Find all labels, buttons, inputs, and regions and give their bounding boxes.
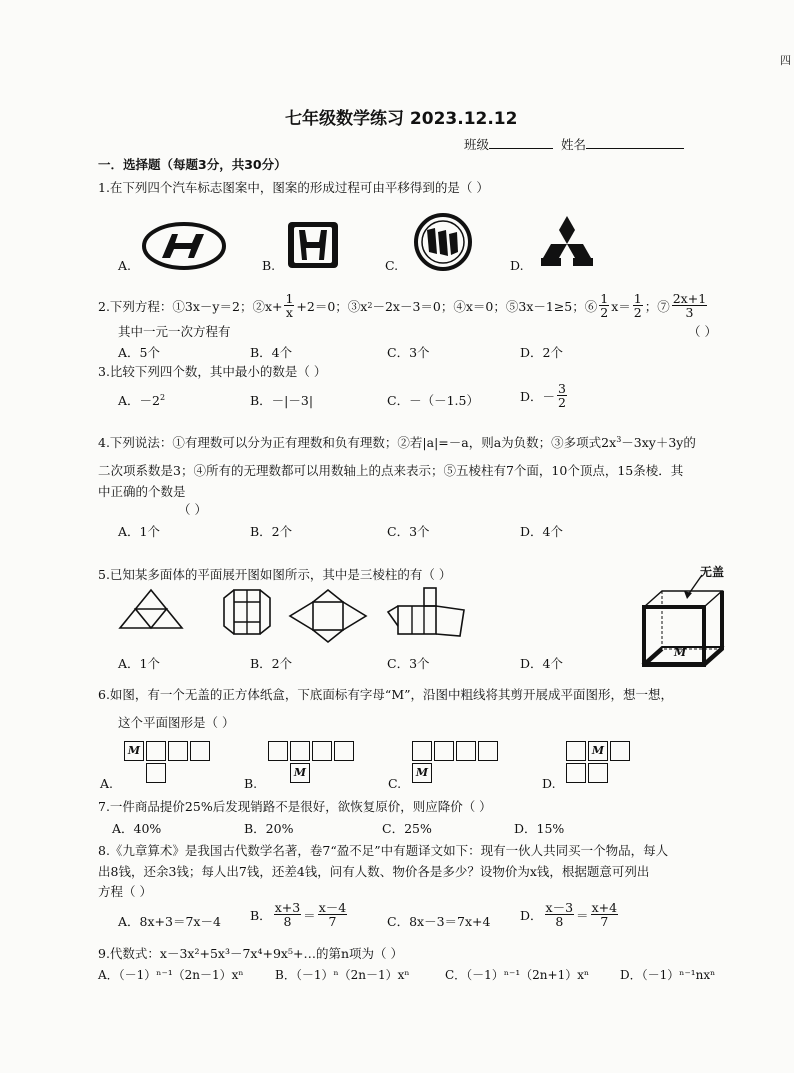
q4-blank: （ ） bbox=[178, 502, 207, 517]
q7-option-a: A．40% bbox=[112, 821, 162, 836]
q2-f2-den: 2 bbox=[600, 305, 609, 321]
q7-stem: 7.一件商品提价25%后发现销路不是很好，欲恢复原价，则应降价（ ） bbox=[98, 799, 492, 814]
q4-option-d: D．4个 bbox=[520, 524, 563, 539]
q3-d-den: 2 bbox=[558, 395, 566, 411]
q2-option-b: B．4个 bbox=[250, 345, 293, 360]
q4-sup: 3 bbox=[616, 434, 622, 444]
page-title: 七年级数学练习 2023.12.12 bbox=[285, 109, 518, 129]
q2-option-a: A．5个 bbox=[118, 345, 160, 360]
q2-fraction-4 bbox=[672, 292, 707, 319]
q6-line1: 6.如图，有一个无盖的正方体纸盒，下底面标有字母“M”，沿图中粗线将其剪开展成平面图形，想一想， bbox=[98, 687, 674, 702]
q2-sup: 2 bbox=[367, 301, 373, 311]
q2-part-1: 2.下列方程：①3x－y＝2；②x+ bbox=[98, 298, 283, 314]
q3-d-fraction bbox=[557, 382, 567, 409]
q2-part-5: ；⑦ bbox=[644, 298, 670, 314]
q3-a-text: A．－2 bbox=[118, 393, 160, 408]
q2-part-2: +2＝0；③x bbox=[296, 298, 368, 314]
q8-b-frac1 bbox=[274, 901, 301, 928]
q6-option-b: B. bbox=[244, 776, 258, 791]
net-c-cell-m: M bbox=[412, 763, 432, 783]
q2-stem bbox=[98, 292, 709, 319]
q2-f1-num: 1 bbox=[285, 291, 294, 306]
q8-b-f1d: 8 bbox=[283, 914, 292, 930]
buick-logo-icon bbox=[413, 212, 473, 272]
net-c-cell bbox=[412, 741, 432, 761]
q9-option-a: A．（－1）ⁿ⁻¹（2n－1）xⁿ bbox=[98, 968, 244, 982]
q2-fraction-2 bbox=[599, 292, 609, 319]
q2-option-c: C．3个 bbox=[387, 345, 430, 360]
q2-fraction-3 bbox=[633, 292, 643, 319]
mitsubishi-logo-icon bbox=[537, 214, 597, 268]
net-a-cell bbox=[146, 763, 166, 783]
q9-option-b: B．（－1）ⁿ（2n－1）xⁿ bbox=[275, 968, 410, 982]
q8-b-f2n: x－4 bbox=[318, 900, 347, 915]
net-a-cell bbox=[168, 741, 188, 761]
q8-d-label: D． bbox=[520, 907, 543, 923]
class-blank bbox=[489, 135, 553, 149]
q6-option-c: C. bbox=[388, 776, 402, 791]
q9-option-c: C．（－1）ⁿ⁻¹（2n+1）xⁿ bbox=[445, 968, 590, 982]
q7-option-d: D．15% bbox=[514, 821, 565, 836]
q8-line2: 出8钱，还余3钱；每人出7钱，还差4钱，问有人数、物价各是多少？设物价为x钱，根据题意可列出 bbox=[98, 864, 650, 879]
q2-fraction-1 bbox=[284, 292, 294, 319]
q8-d-f2d: 7 bbox=[600, 914, 609, 930]
net-a-cell bbox=[190, 741, 210, 761]
q2-blank: （ ） bbox=[688, 324, 717, 339]
q1-option-c: C. bbox=[385, 258, 399, 273]
q3-option-b: B．－|－3| bbox=[250, 393, 314, 408]
net-b-cell bbox=[290, 741, 310, 761]
net-d-cell bbox=[588, 763, 608, 783]
q3-stem: 3.比较下列四个数，其中最小的数是（ ） bbox=[98, 364, 327, 379]
net-a-cell bbox=[146, 741, 166, 761]
q6-option-d: D. bbox=[542, 776, 556, 791]
q4-line1a: 4.下列说法：①有理数可以分为正有理数和负有理数；②若|a|=－a，则a为负数；③多项式2x bbox=[98, 435, 617, 450]
q3-d-text: D．－ bbox=[520, 388, 556, 404]
q8-d-eq: ＝ bbox=[576, 907, 589, 923]
q2-f3-num: 1 bbox=[633, 291, 642, 306]
q5-option-d: D．4个 bbox=[520, 656, 563, 671]
q6-option-a: A. bbox=[100, 776, 114, 791]
net-prism-icon bbox=[222, 588, 272, 638]
q2-f2-num: 1 bbox=[600, 291, 609, 306]
q9-option-d: D．（－1）ⁿ⁻¹nxⁿ bbox=[620, 968, 716, 982]
q4-option-a: A．1个 bbox=[118, 524, 160, 539]
net-b-cell bbox=[268, 741, 288, 761]
q1-stem: 1.在下列四个汽车标志图案中，图案的形成过程可由平移得到的是（ ） bbox=[98, 180, 489, 195]
class-name-line bbox=[464, 135, 684, 153]
q5-stem: 5.已知某多面体的平面展开图如图所示，其中是三棱柱的有（ ） bbox=[98, 567, 452, 582]
q8-option-d bbox=[520, 901, 620, 928]
q2-f3-den: 2 bbox=[633, 305, 642, 321]
q2-f4-num: 2x+1 bbox=[672, 291, 707, 306]
q4-line1 bbox=[98, 433, 696, 451]
net-b-cell-m: M bbox=[290, 763, 310, 783]
q5-box-label: 无盖 bbox=[700, 565, 725, 579]
q4-line1b: －3xy＋3y的 bbox=[621, 435, 696, 450]
q5-option-a: A．1个 bbox=[118, 656, 160, 671]
q8-b-f2d: 7 bbox=[328, 914, 337, 930]
q2-part-3: －2x－3＝0；④x＝0；⑤3x－1≥5；⑥ bbox=[372, 298, 598, 314]
q1-option-d: D. bbox=[510, 258, 524, 273]
q1-option-b: B. bbox=[262, 258, 276, 273]
q4-line3: 中正确的个数是 bbox=[98, 484, 186, 499]
name-label: 姓名 bbox=[561, 137, 587, 152]
name-blank bbox=[586, 135, 684, 149]
net-d-cell bbox=[610, 741, 630, 761]
q8-option-c: C．8x－3＝7x+4 bbox=[387, 914, 491, 929]
q3-option-a bbox=[118, 391, 165, 409]
q8-d-frac1 bbox=[545, 901, 575, 928]
q8-b-frac2 bbox=[318, 901, 348, 928]
q2-part-4: x＝ bbox=[611, 298, 631, 314]
q2-option-d: D．2个 bbox=[520, 345, 563, 360]
net-b-cell bbox=[334, 741, 354, 761]
class-label: 班级 bbox=[464, 137, 490, 152]
q4-option-c: C．3个 bbox=[387, 524, 430, 539]
hyundai-logo-icon bbox=[142, 222, 226, 270]
q3-d-num: 3 bbox=[558, 381, 566, 396]
net-d-cell bbox=[566, 763, 586, 783]
net-irregular-icon bbox=[386, 586, 472, 640]
net-a-cell-m: M bbox=[124, 741, 144, 761]
q8-d-f1n: x－3 bbox=[545, 900, 574, 915]
q2-f4-den: 3 bbox=[685, 305, 694, 321]
q8-d-f2n: x+4 bbox=[591, 900, 618, 915]
q3-a-sup: 2 bbox=[159, 392, 166, 402]
q4-option-b: B．2个 bbox=[250, 524, 293, 539]
box-letter: M bbox=[674, 646, 687, 659]
q7-option-c: C．25% bbox=[382, 821, 432, 836]
net-triangle-icon bbox=[118, 588, 184, 630]
q3-option-c: C．－（－1.5） bbox=[387, 393, 479, 408]
q8-line1: 8.《九章算术》是我国古代数学名著，卷7“盈不足”中有题译文如下：现有一伙人共同买一个物品，每人 bbox=[98, 843, 669, 858]
q7-option-b: B．20% bbox=[244, 821, 294, 836]
q8-b-eq: ＝ bbox=[303, 907, 316, 923]
net-c-cell bbox=[434, 741, 454, 761]
q6-line2: 这个平面图形是（ ） bbox=[118, 715, 235, 730]
section-heading: 一．选择题（每题3分，共30分） bbox=[98, 157, 287, 172]
q5-option-b: B．2个 bbox=[250, 656, 293, 671]
honda-logo-icon bbox=[286, 220, 340, 270]
q9-stem: 9.代数式：x－3x²+5x³－7x⁴+9x⁵+…的第n项为（ ） bbox=[98, 946, 403, 961]
net-b-cell bbox=[312, 741, 332, 761]
q3-option-d bbox=[520, 382, 569, 409]
net-pyramid-icon bbox=[288, 588, 368, 644]
q8-d-frac2 bbox=[591, 901, 618, 928]
net-c-cell bbox=[478, 741, 498, 761]
corner-mark: 四 bbox=[780, 54, 791, 67]
q8-option-b bbox=[250, 901, 349, 928]
q8-d-f1d: 8 bbox=[555, 914, 564, 930]
q8-b-label: B． bbox=[250, 907, 272, 923]
q1-option-a: A. bbox=[118, 258, 132, 273]
net-c-cell bbox=[456, 741, 476, 761]
q8-b-f1n: x+3 bbox=[274, 900, 301, 915]
q8-option-a: A．8x+3＝7x－4 bbox=[118, 914, 221, 929]
q4-line2: 二次项系数是3；④所有的无理数都可以用数轴上的点来表示；⑤五棱柱有7个面，10个顶点，15条棱．其 bbox=[98, 463, 684, 478]
q8-line3: 方程（ ） bbox=[98, 884, 152, 899]
q5-option-c: C．3个 bbox=[387, 656, 430, 671]
q2-f1-den: x bbox=[285, 305, 293, 321]
net-d-cell bbox=[566, 741, 586, 761]
q2-line2: 其中一元一次方程有 bbox=[118, 324, 231, 339]
net-d-cell-m: M bbox=[588, 741, 608, 761]
